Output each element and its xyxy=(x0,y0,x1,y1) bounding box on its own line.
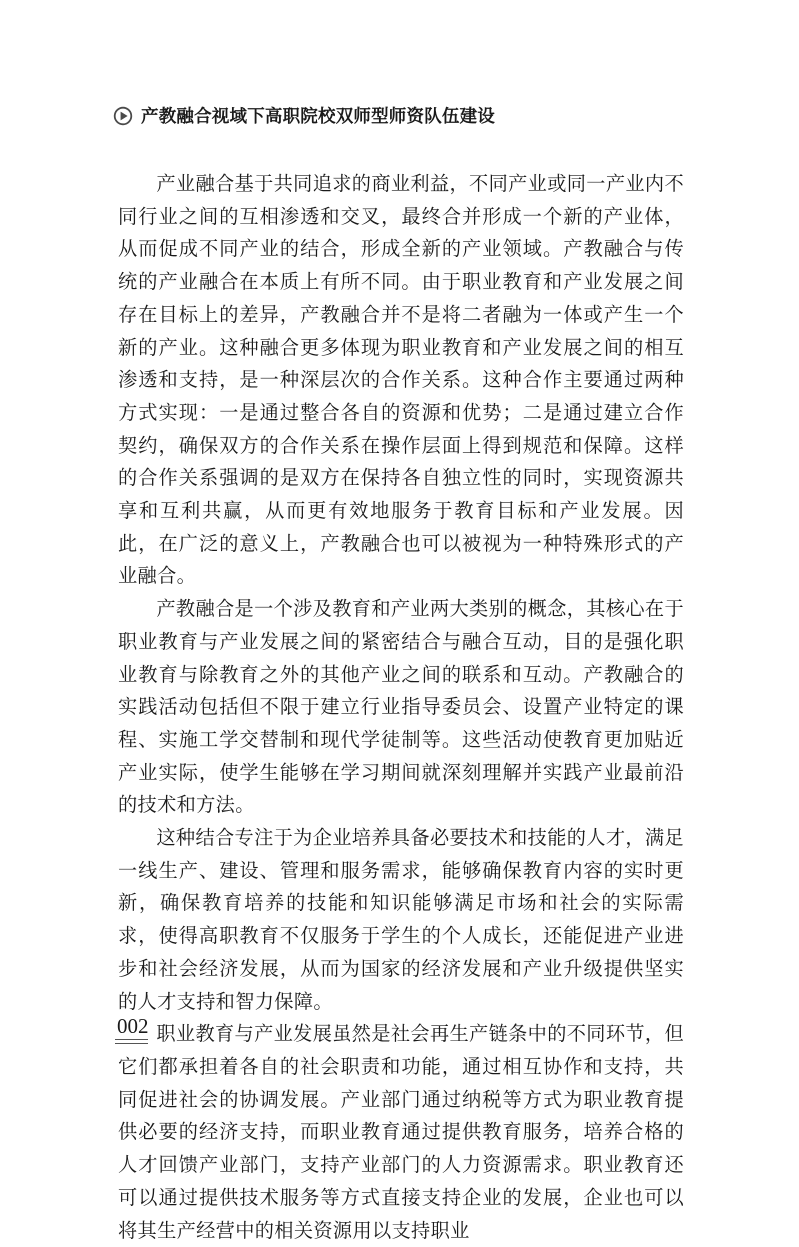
paragraph-4: 职业教育与产业发展虽然是社会再生产链条中的不同环节，但它们都承担着各自的社会职责和功能，通过相互协作和支持，共同促进社会的协调发展。产业部门通过纳税等方式为职业教育提供必要的经济支持，而职业教育通过提供教育服务，培养合格的人才回馈产业部门，支持产业部门的人力资源需求。职业教育还可以通过提供技术服务等方式直接支持企业的发展，企业也可以将其生产经营中的相关资源用以支持职业 xyxy=(118,1022,684,1242)
running-header-title: 产教融合视域下高职院校双师型师资队伍建设 xyxy=(141,107,495,127)
paragraph-2: 产教融合是一个涉及教育和产业两大类别的概念，其核心在于职业教育与产业发展之间的紧密结合与融合互动，目的是强化职业教育与除教育之外的其他产业之间的联系和互动。产教融合的实践活动包括但不限于建立行业指导委员会、设置产业特定的课程、实施工学交替制和现代学徒制等。这些活动使教育更加贴近产业实际，使学生能够在学习期间就深刻理解并实践产业最前沿的技术和方法。 xyxy=(118,597,684,817)
paragraph-1: 产业融合基于共同追求的商业利益，不同产业或同一产业内不同行业之间的互相渗透和交叉，最终合并形成一个新的产业体，从而促成不同产业的结合，形成全新的产业领域。产教融合与传统的产业融合在本质上有所不同。由于职业教育和产业发展之间存在目标上的差异，产教融合并不是将二者融为一体或产生一个新的产业。这种融合更多体现为职业教育和产业发展之间的相互渗透和支持，是一种深层次的合作关系。这种合作主要通过两种方式实现：一是通过整合各自的资源和优势；二是通过建立合作契约，确保双方的合作关系在操作层面上得到规范和保障。这样的合作关系强调的是双方在保持各自独立性的同时，实现资源共享和互利共赢，从而更有效地服务于教育目标和产业发展。因此，在广泛的意义上，产教融合也可以被视为一种特殊形式的产业融合。 xyxy=(118,172,684,588)
play-circle-icon xyxy=(113,106,133,126)
paragraph-3: 这种结合专注于为企业培养具备必要技术和技能的人才，满足一线生产、建设、管理和服务需求，能够确保教育内容的实时更新，确保教育培养的技能和知识能够满足市场和社会的实际需求，使得高职教育不仅服务于学生的个人成长，还能促进产业进步和社会经济发展，从而为国家的经济发展和产业升级提供坚实的人才支持和智力保障。 xyxy=(118,826,684,1013)
page-number-underline xyxy=(115,1039,148,1044)
body-text xyxy=(118,168,684,1247)
running-header xyxy=(113,103,495,128)
page-number: 002 xyxy=(117,1014,149,1038)
